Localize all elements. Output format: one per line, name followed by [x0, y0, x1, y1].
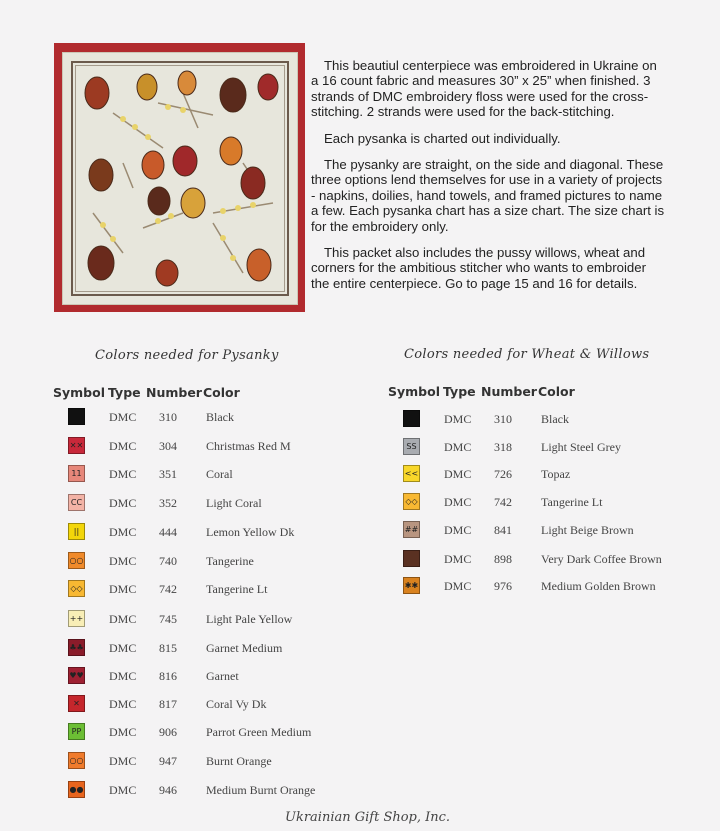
cloth-motifs	[63, 53, 297, 304]
cell-color: Coral Vy Dk	[206, 697, 267, 711]
color-swatch: ✱✱	[403, 577, 420, 594]
cell-number: 898	[494, 552, 512, 566]
cell-number: 947	[159, 754, 177, 768]
wheat-header-number: Number	[481, 384, 537, 399]
color-swatch: ○○	[68, 552, 85, 569]
cell-type: DMC	[444, 467, 472, 481]
cell-number: 815	[159, 641, 177, 655]
wheat-header-symbol: Symbol	[388, 384, 440, 399]
cell-number: 444	[159, 525, 177, 539]
cell-color: Medium Burnt Orange	[206, 783, 316, 797]
cell-number: 817	[159, 697, 177, 711]
color-swatch: ##	[403, 521, 420, 538]
cell-color: Black	[541, 412, 569, 426]
color-swatch: ++	[68, 610, 85, 627]
color-swatch: PP	[68, 723, 85, 740]
color-swatch	[403, 550, 420, 567]
pysanky-header-color: Color	[203, 385, 240, 400]
cell-color: Light Beige Brown	[541, 523, 634, 537]
pysanky-header-symbol: Symbol	[53, 385, 105, 400]
cell-type: DMC	[444, 579, 472, 593]
cell-number: 726	[494, 467, 512, 481]
cell-type: DMC	[444, 495, 472, 509]
cell-color: Garnet	[206, 669, 239, 683]
cell-type: DMC	[109, 783, 137, 797]
color-swatch: ●●	[68, 781, 85, 798]
wheat-header-type: Type	[443, 384, 476, 399]
color-swatch: 11	[68, 465, 85, 482]
cell-type: DMC	[109, 582, 137, 596]
cell-number: 310	[159, 410, 177, 424]
cell-color: Medium Golden Brown	[541, 579, 656, 593]
cell-type: DMC	[109, 697, 137, 711]
cell-color: Garnet Medium	[206, 641, 283, 655]
cell-number: 304	[159, 439, 177, 453]
cell-type: DMC	[444, 412, 472, 426]
cell-color: Light Steel Grey	[541, 440, 621, 454]
cell-color: Burnt Orange	[206, 754, 272, 768]
cell-type: DMC	[109, 612, 137, 626]
footer-shop-name: Ukrainian Gift Shop, Inc.	[285, 810, 451, 825]
color-swatch	[403, 410, 420, 427]
centerpiece-photo	[54, 43, 305, 312]
cell-color: Black	[206, 410, 234, 424]
cell-number: 351	[159, 467, 177, 481]
cell-color: Coral	[206, 467, 233, 481]
cell-type: DMC	[109, 641, 137, 655]
pysanky-header-number: Number	[146, 385, 202, 400]
color-swatch: ||	[68, 523, 85, 540]
cell-color: Tangerine Lt	[541, 495, 603, 509]
color-swatch: CC	[68, 494, 85, 511]
cell-number: 742	[159, 582, 177, 596]
color-swatch: ○○	[68, 752, 85, 769]
color-swatch: ◇◇	[403, 493, 420, 510]
cell-number: 841	[494, 523, 512, 537]
cell-type: DMC	[109, 496, 137, 510]
wheat-header-color: Color	[538, 384, 575, 399]
cell-color: Tangerine Lt	[206, 582, 268, 596]
cell-type: DMC	[109, 669, 137, 683]
cell-type: DMC	[109, 467, 137, 481]
color-swatch: ♣♣	[68, 639, 85, 656]
cell-number: 310	[494, 412, 512, 426]
cell-number: 976	[494, 579, 512, 593]
cell-type: DMC	[444, 523, 472, 537]
color-swatch: ✕✕	[68, 437, 85, 454]
description-paragraph: The pysanky are straight, on the side and diagonal. These three options lend themselves for use in a variety of projects - napkins, doilies, hand towels, and framed pictures to name a few. Each pysanka chart has a size chart. The size chart is for the embroidery only.	[311, 157, 665, 234]
wheat-colors-heading: Colors needed for Wheat & Willows	[404, 347, 650, 362]
cell-number: 816	[159, 669, 177, 683]
embroidered-cloth	[62, 52, 298, 305]
cell-type: DMC	[109, 525, 137, 539]
cell-color: Parrot Green Medium	[206, 725, 312, 739]
cell-color: Light Pale Yellow	[206, 612, 293, 626]
description-paragraph: This packet also includes the pussy willows, wheat and corners for the ambitious stitcher who wants to embroider the entire centerpiece. Go to page 15 and 16 for details.	[311, 245, 646, 291]
cell-type: DMC	[109, 410, 137, 424]
description-paragraph: Each pysanka is charted out individually.	[324, 130, 561, 146]
cell-type: DMC	[109, 725, 137, 739]
cell-color: Christmas Red M	[206, 439, 291, 453]
cell-number: 740	[159, 554, 177, 568]
cell-number: 742	[494, 495, 512, 509]
pysanky-colors-heading: Colors needed for Pysanky	[95, 348, 279, 363]
cell-number: 318	[494, 440, 512, 454]
color-swatch: ✕	[68, 695, 85, 712]
cell-color: Lemon Yellow Dk	[206, 525, 295, 539]
description	[311, 58, 666, 302]
pysanky-header-type: Type	[108, 385, 141, 400]
cell-color: Light Coral	[206, 496, 262, 510]
cell-color: Tangerine	[206, 554, 254, 568]
cell-type: DMC	[444, 552, 472, 566]
color-swatch: <<	[403, 465, 420, 482]
color-swatch	[68, 408, 85, 425]
color-swatch: ◇◇	[68, 580, 85, 597]
cell-color: Very Dark Coffee Brown	[541, 552, 662, 566]
cell-type: DMC	[109, 439, 137, 453]
cell-type: DMC	[444, 440, 472, 454]
cell-type: DMC	[109, 554, 137, 568]
cell-number: 745	[159, 612, 177, 626]
description-paragraph: This beautiul centerpiece was embroidered in Ukraine on a 16 count fabric and measures 30” x 25” when finished. 3 strands of DMC embroidery floss were used for the cross-stitching. 2 strands were used for the back-stitching.	[311, 58, 657, 120]
color-swatch: ♥♥	[68, 667, 85, 684]
cell-type: DMC	[109, 754, 137, 768]
cell-number: 946	[159, 783, 177, 797]
color-swatch: SS	[403, 438, 420, 455]
cell-color: Topaz	[541, 467, 571, 481]
cell-number: 352	[159, 496, 177, 510]
cell-number: 906	[159, 725, 177, 739]
